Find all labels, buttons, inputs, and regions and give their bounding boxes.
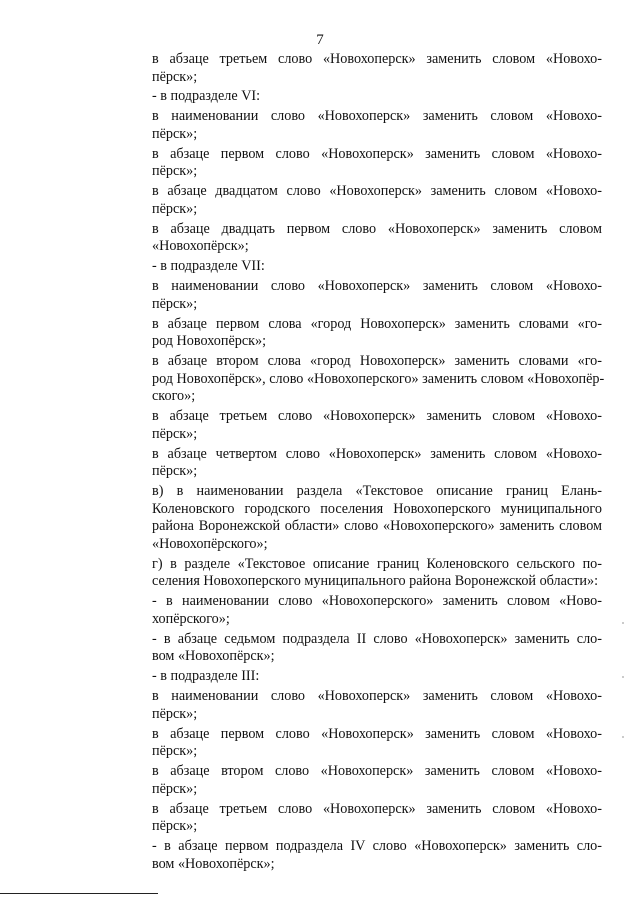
paragraph	[115, 146, 602, 181]
text-line: пёрск»;	[152, 68, 198, 85]
paragraph	[115, 353, 605, 406]
paragraph	[115, 726, 602, 761]
paragraph	[115, 763, 602, 798]
text-line: в абзаце втором слово «Новохоперск» заменить словом «Новохо-	[152, 763, 602, 780]
text-line: - в наименовании слово «Новохоперского» заменить словом «Ново-	[152, 593, 602, 610]
text-line: пёрск»;	[152, 295, 198, 312]
text-line: в наименовании слово «Новохоперск» заменить словом «Новохо-	[152, 688, 602, 705]
paragraph	[115, 278, 602, 313]
text-line: - в подразделе VII:	[152, 258, 265, 275]
text-line: в наименовании слово «Новохоперск» заменить словом «Новохо-	[152, 278, 602, 295]
text-line: в абзаце четвертом слово «Новохоперск» заменить словом «Новохо-	[152, 445, 602, 462]
text-line: вом «Новохопёрск»;	[152, 648, 275, 665]
text-line: г) в разделе «Текстовое описание границ Коленовского сельского по-	[152, 555, 602, 572]
text-line: пёрск»;	[152, 463, 198, 480]
text-line: района Воронежской области» слово «Новохоперского» заменить словом	[152, 518, 602, 535]
text-line: - в абзаце седьмом подраздела II слово «Новохоперск» заменить сло-	[152, 630, 602, 647]
text-line: в) в наименовании раздела «Текстовое описание границ Елань-	[152, 483, 602, 500]
paragraph	[115, 408, 602, 443]
text-line: род Новохопёрск», слово «Новохоперского» заменить словом «Новохопёр-	[152, 370, 605, 387]
text-line: в абзаце третьем слово «Новохоперск» заменить словом «Новохо-	[152, 408, 602, 425]
text-line: «Новохопёрского»;	[152, 536, 268, 552]
text-line: Коленовского городского поселения Новохоперского муниципального	[152, 500, 602, 517]
text-line: селения Новохоперского муниципального района Воронежской области»:	[152, 573, 599, 590]
paragraph	[115, 51, 602, 86]
page-number: 7	[316, 32, 324, 48]
text-line: пёрск»;	[152, 780, 198, 797]
text-line: вом «Новохопёрск»;	[152, 855, 275, 872]
text-line: хопёрского»;	[152, 610, 230, 627]
text-line: в наименовании слово «Новохоперск» заменить словом «Новохо-	[152, 108, 602, 125]
paragraph	[115, 88, 602, 106]
text-line: в абзаце двадцатом слово «Новохоперск» заменить словом «Новохо-	[152, 183, 602, 200]
paragraph	[115, 258, 602, 276]
scan-speck	[622, 622, 624, 624]
paragraph	[115, 668, 602, 686]
text-line: в абзаце первом слово «Новохоперск» заменить словом «Новохо-	[152, 725, 602, 742]
paragraph	[115, 801, 602, 836]
paragraph	[115, 556, 602, 591]
text-line: - в подразделе III:	[152, 668, 260, 685]
text-line: «Новохопёрск»;	[152, 238, 249, 255]
paragraph	[115, 221, 602, 256]
scan-speck	[622, 736, 624, 738]
text-line: - в абзаце первом подраздела IV слово «Новохоперск» заменить сло-	[152, 838, 602, 855]
text-line: пёрск»;	[152, 425, 198, 442]
text-line: ского»;	[152, 388, 196, 405]
paragraph	[115, 688, 602, 723]
text-line: в абзаце двадцать первом слово «Новохоперск» заменить словом	[152, 220, 602, 237]
text-line: в абзаце первом слово «Новохоперск» заменить словом «Новохо-	[152, 145, 602, 162]
text-line: в абзаце втором слова «город Новохоперск» заменить словами «го-	[152, 353, 602, 370]
paragraph	[115, 838, 602, 873]
paragraph	[115, 483, 602, 553]
scan-speck	[622, 676, 624, 678]
text-line: род Новохопёрск»;	[152, 333, 267, 350]
text-line: пёрск»;	[152, 125, 198, 142]
footer-rule	[0, 893, 158, 894]
text-line: в абзаце третьем слово «Новохоперск» заменить словом «Новохо-	[152, 800, 602, 817]
paragraph	[115, 316, 602, 351]
paragraph	[115, 593, 602, 628]
paragraph	[115, 446, 602, 481]
text-line: пёрск»;	[152, 818, 198, 835]
text-line: в абзаце третьем слово «Новохоперск» заменить словом «Новохо-	[152, 51, 602, 67]
paragraph	[115, 183, 602, 218]
text-line: - в подразделе VI:	[152, 88, 261, 105]
text-line: пёрск»;	[152, 163, 198, 180]
document-body	[115, 51, 605, 876]
text-line: пёрск»;	[152, 743, 198, 760]
text-line: в абзаце первом слова «город Новохоперск» заменить словами «го-	[152, 315, 602, 332]
paragraph	[115, 631, 602, 666]
text-line: пёрск»;	[152, 705, 198, 722]
paragraph	[115, 108, 602, 143]
text-line: пёрск»;	[152, 200, 198, 217]
